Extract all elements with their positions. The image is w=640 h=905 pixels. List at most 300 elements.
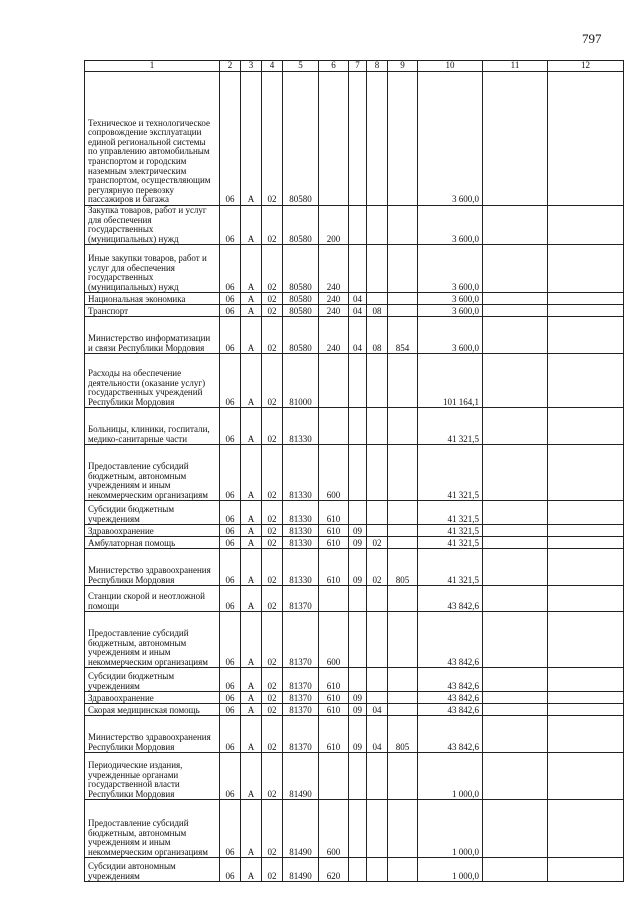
cell-col-6 <box>319 408 349 445</box>
cell-col-12 <box>548 668 624 692</box>
cell-col-6: 610 <box>319 668 349 692</box>
column-header: 8 <box>367 61 388 72</box>
cell-col-10: 41 321,5 <box>418 408 483 445</box>
cell-col-12 <box>548 408 624 445</box>
table-body <box>85 72 624 882</box>
row-name-cell: Иные закупки товаров, работ и услуг для обеспечения государственных (муниципальных) нужд <box>85 245 220 293</box>
cell-col-4: 02 <box>262 445 283 501</box>
cell-col-8 <box>367 408 388 445</box>
cell-col-9 <box>388 354 418 408</box>
cell-col-2: 06 <box>220 525 241 537</box>
cell-col-4: 02 <box>262 753 283 800</box>
cell-col-11 <box>483 317 548 354</box>
cell-col-2: 06 <box>220 317 241 354</box>
table-row <box>85 445 624 501</box>
cell-col-10: 43 842,6 <box>418 704 483 716</box>
table-row <box>85 586 624 612</box>
row-name-cell: Субсидии автономным учреждениям <box>85 858 220 882</box>
column-header: 7 <box>349 61 367 72</box>
cell-col-8 <box>367 858 388 882</box>
column-header: 3 <box>241 61 262 72</box>
cell-col-11 <box>483 408 548 445</box>
cell-col-12 <box>548 501 624 525</box>
cell-col-4: 02 <box>262 537 283 549</box>
cell-col-9 <box>388 445 418 501</box>
cell-col-8 <box>367 612 388 668</box>
cell-col-8 <box>367 354 388 408</box>
cell-col-5: 80580 <box>283 72 319 206</box>
cell-col-10: 41 321,5 <box>418 445 483 501</box>
cell-col-11 <box>483 245 548 293</box>
cell-col-3: А <box>241 525 262 537</box>
cell-col-8: 04 <box>367 716 388 753</box>
row-name-cell: Станции скорой и неотложной помощи <box>85 586 220 612</box>
cell-col-12 <box>548 612 624 668</box>
cell-col-12 <box>548 305 624 317</box>
cell-col-3: А <box>241 245 262 293</box>
cell-col-6: 200 <box>319 206 349 245</box>
cell-col-3: А <box>241 72 262 206</box>
cell-col-2: 06 <box>220 206 241 245</box>
cell-col-4: 02 <box>262 800 283 858</box>
row-name-cell: Расходы на обеспечение деятельности (оказание услуг) государственных учреждений Республики Мордовия <box>85 354 220 408</box>
cell-col-7 <box>349 800 367 858</box>
cell-col-7 <box>349 72 367 206</box>
row-name-cell: Техническое и технологическое сопровождение эксплуатации единой региональной системы по управлению автомобильным транспортом и городским наземным электрическим транспортом, осуществляющим регулярную перевозку пассажиров и багажа <box>85 72 220 206</box>
cell-col-5: 81490 <box>283 753 319 800</box>
cell-col-5: 81330 <box>283 525 319 537</box>
cell-col-7 <box>349 206 367 245</box>
column-header: 11 <box>483 61 548 72</box>
cell-col-10: 43 842,6 <box>418 612 483 668</box>
cell-col-11 <box>483 293 548 305</box>
cell-col-9 <box>388 72 418 206</box>
cell-col-4: 02 <box>262 716 283 753</box>
cell-col-5: 81490 <box>283 800 319 858</box>
row-name-cell: Министерство здравоохранения Республики Мордовия <box>85 549 220 586</box>
cell-col-11 <box>483 586 548 612</box>
cell-col-7 <box>349 245 367 293</box>
cell-col-10: 1 000,0 <box>418 858 483 882</box>
column-header: 6 <box>319 61 349 72</box>
cell-col-4: 02 <box>262 612 283 668</box>
cell-col-10: 3 600,0 <box>418 293 483 305</box>
cell-col-4: 02 <box>262 206 283 245</box>
cell-col-2: 06 <box>220 305 241 317</box>
cell-col-7: 04 <box>349 317 367 354</box>
cell-col-3: А <box>241 206 262 245</box>
cell-col-6: 240 <box>319 293 349 305</box>
cell-col-5: 81370 <box>283 586 319 612</box>
page-number: 797 <box>582 31 602 46</box>
cell-col-5: 81330 <box>283 537 319 549</box>
cell-col-12 <box>548 525 624 537</box>
cell-col-7: 09 <box>349 716 367 753</box>
cell-col-6: 610 <box>319 549 349 586</box>
table-row <box>85 753 624 800</box>
cell-col-6: 600 <box>319 445 349 501</box>
column-header: 1 <box>85 61 220 72</box>
cell-col-10: 1 000,0 <box>418 800 483 858</box>
cell-col-4: 02 <box>262 317 283 354</box>
cell-col-7: 09 <box>349 549 367 586</box>
cell-col-2: 06 <box>220 245 241 293</box>
cell-col-11 <box>483 858 548 882</box>
cell-col-11 <box>483 612 548 668</box>
cell-col-3: А <box>241 704 262 716</box>
cell-col-6 <box>319 72 349 206</box>
cell-col-10: 1 000,0 <box>418 753 483 800</box>
cell-col-3: А <box>241 305 262 317</box>
column-header: 5 <box>283 61 319 72</box>
cell-col-4: 02 <box>262 692 283 704</box>
cell-col-11 <box>483 692 548 704</box>
cell-col-5: 81330 <box>283 501 319 525</box>
cell-col-6: 600 <box>319 800 349 858</box>
cell-col-6: 240 <box>319 245 349 293</box>
cell-col-4: 02 <box>262 549 283 586</box>
cell-col-8 <box>367 293 388 305</box>
row-name-cell: Транспорт <box>85 305 220 317</box>
cell-col-2: 06 <box>220 354 241 408</box>
cell-col-5: 81370 <box>283 612 319 668</box>
cell-col-2: 06 <box>220 800 241 858</box>
table-row <box>85 537 624 549</box>
cell-col-3: А <box>241 692 262 704</box>
cell-col-9 <box>388 206 418 245</box>
cell-col-9 <box>388 408 418 445</box>
cell-col-8 <box>367 668 388 692</box>
cell-col-12 <box>548 537 624 549</box>
table-row <box>85 245 624 293</box>
cell-col-4: 02 <box>262 293 283 305</box>
cell-col-2: 06 <box>220 586 241 612</box>
cell-col-2: 06 <box>220 501 241 525</box>
cell-col-7 <box>349 753 367 800</box>
cell-col-3: А <box>241 586 262 612</box>
table-row <box>85 317 624 354</box>
cell-col-10: 3 600,0 <box>418 72 483 206</box>
cell-col-2: 06 <box>220 549 241 586</box>
row-name-cell: Больницы, клиники, госпитали, медико-санитарные части <box>85 408 220 445</box>
cell-col-11 <box>483 549 548 586</box>
column-header: 4 <box>262 61 283 72</box>
cell-col-5: 80580 <box>283 317 319 354</box>
cell-col-3: А <box>241 501 262 525</box>
cell-col-12 <box>548 800 624 858</box>
cell-col-3: А <box>241 668 262 692</box>
table-row <box>85 525 624 537</box>
cell-col-3: А <box>241 800 262 858</box>
cell-col-7 <box>349 668 367 692</box>
cell-col-4: 02 <box>262 501 283 525</box>
cell-col-3: А <box>241 858 262 882</box>
cell-col-12 <box>548 72 624 206</box>
cell-col-3: А <box>241 293 262 305</box>
cell-col-3: А <box>241 612 262 668</box>
cell-col-8: 04 <box>367 704 388 716</box>
table-row <box>85 408 624 445</box>
cell-col-5: 81330 <box>283 408 319 445</box>
cell-col-6: 620 <box>319 858 349 882</box>
row-name-cell: Здравоохранение <box>85 692 220 704</box>
cell-col-3: А <box>241 408 262 445</box>
cell-col-7: 04 <box>349 305 367 317</box>
cell-col-2: 06 <box>220 692 241 704</box>
cell-col-11 <box>483 800 548 858</box>
cell-col-9 <box>388 537 418 549</box>
cell-col-8 <box>367 72 388 206</box>
row-name-cell: Министерство здравоохранения Республики Мордовия <box>85 716 220 753</box>
cell-col-12 <box>548 293 624 305</box>
cell-col-10: 101 164,1 <box>418 354 483 408</box>
cell-col-7 <box>349 354 367 408</box>
row-name-cell: Закупка товаров, работ и услуг для обеспечения государственных (муниципальных) нужд <box>85 206 220 245</box>
cell-col-10: 41 321,5 <box>418 525 483 537</box>
row-name-cell: Предоставление субсидий бюджетным, автономным учреждениям и иным некоммерческим организациям <box>85 445 220 501</box>
cell-col-5: 81370 <box>283 704 319 716</box>
table-row <box>85 668 624 692</box>
cell-col-11 <box>483 537 548 549</box>
table-row <box>85 692 624 704</box>
cell-col-9 <box>388 692 418 704</box>
cell-col-6: 610 <box>319 501 349 525</box>
cell-col-8 <box>367 206 388 245</box>
cell-col-12 <box>548 206 624 245</box>
row-name-cell: Предоставление субсидий бюджетным, автономным учреждениям и иным некоммерческим организациям <box>85 612 220 668</box>
cell-col-9 <box>388 704 418 716</box>
cell-col-8: 08 <box>367 317 388 354</box>
cell-col-12 <box>548 586 624 612</box>
cell-col-4: 02 <box>262 72 283 206</box>
row-name-cell: Здравоохранение <box>85 525 220 537</box>
cell-col-6: 610 <box>319 716 349 753</box>
cell-col-7 <box>349 445 367 501</box>
cell-col-12 <box>548 354 624 408</box>
cell-col-6: 610 <box>319 692 349 704</box>
table-row <box>85 704 624 716</box>
cell-col-12 <box>548 245 624 293</box>
cell-col-8 <box>367 586 388 612</box>
cell-col-7 <box>349 408 367 445</box>
column-header: 10 <box>418 61 483 72</box>
row-name-cell: Скорая медицинская помощь <box>85 704 220 716</box>
cell-col-7 <box>349 586 367 612</box>
cell-col-12 <box>548 704 624 716</box>
cell-col-11 <box>483 668 548 692</box>
cell-col-6 <box>319 586 349 612</box>
cell-col-7: 09 <box>349 692 367 704</box>
cell-col-10: 3 600,0 <box>418 305 483 317</box>
cell-col-5: 81370 <box>283 692 319 704</box>
table-row <box>85 858 624 882</box>
table-row <box>85 716 624 753</box>
cell-col-7: 09 <box>349 537 367 549</box>
cell-col-6: 610 <box>319 704 349 716</box>
cell-col-6: 600 <box>319 612 349 668</box>
cell-col-3: А <box>241 753 262 800</box>
cell-col-2: 06 <box>220 72 241 206</box>
row-name-cell: Предоставление субсидий бюджетным, автономным учреждениям и иным некоммерческим организациям <box>85 800 220 858</box>
column-header: 9 <box>388 61 418 72</box>
cell-col-6 <box>319 753 349 800</box>
cell-col-10: 3 600,0 <box>418 206 483 245</box>
cell-col-9 <box>388 858 418 882</box>
row-name-cell: Субсидии бюджетным учреждениям <box>85 501 220 525</box>
cell-col-3: А <box>241 537 262 549</box>
cell-col-12 <box>548 716 624 753</box>
cell-col-9 <box>388 501 418 525</box>
cell-col-3: А <box>241 354 262 408</box>
cell-col-8 <box>367 501 388 525</box>
table-row <box>85 549 624 586</box>
cell-col-9 <box>388 525 418 537</box>
table-row <box>85 293 624 305</box>
cell-col-9 <box>388 753 418 800</box>
table-row <box>85 72 624 206</box>
cell-col-7 <box>349 612 367 668</box>
cell-col-7: 04 <box>349 293 367 305</box>
cell-col-4: 02 <box>262 668 283 692</box>
cell-col-10: 3 600,0 <box>418 317 483 354</box>
cell-col-2: 06 <box>220 704 241 716</box>
cell-col-9: 854 <box>388 317 418 354</box>
cell-col-11 <box>483 72 548 206</box>
cell-col-2: 06 <box>220 753 241 800</box>
cell-col-11 <box>483 206 548 245</box>
row-name-cell: Субсидии бюджетным учреждениям <box>85 668 220 692</box>
cell-col-7 <box>349 501 367 525</box>
cell-col-11 <box>483 445 548 501</box>
column-header: 2 <box>220 61 241 72</box>
cell-col-2: 06 <box>220 612 241 668</box>
cell-col-10: 41 321,5 <box>418 501 483 525</box>
cell-col-8 <box>367 525 388 537</box>
table-row <box>85 305 624 317</box>
cell-col-11 <box>483 753 548 800</box>
cell-col-8 <box>367 692 388 704</box>
cell-col-12 <box>548 692 624 704</box>
cell-col-3: А <box>241 445 262 501</box>
cell-col-2: 06 <box>220 716 241 753</box>
cell-col-3: А <box>241 716 262 753</box>
cell-col-7: 09 <box>349 704 367 716</box>
cell-col-8: 02 <box>367 549 388 586</box>
cell-col-11 <box>483 525 548 537</box>
cell-col-6: 610 <box>319 525 349 537</box>
table-row <box>85 501 624 525</box>
cell-col-11 <box>483 501 548 525</box>
cell-col-9 <box>388 612 418 668</box>
cell-col-5: 81330 <box>283 445 319 501</box>
cell-col-5: 81330 <box>283 549 319 586</box>
cell-col-4: 02 <box>262 354 283 408</box>
cell-col-9 <box>388 305 418 317</box>
cell-col-12 <box>548 753 624 800</box>
cell-col-12 <box>548 317 624 354</box>
cell-col-9 <box>388 668 418 692</box>
cell-col-8: 08 <box>367 305 388 317</box>
cell-col-5: 80580 <box>283 206 319 245</box>
cell-col-12 <box>548 445 624 501</box>
cell-col-9 <box>388 245 418 293</box>
cell-col-8: 02 <box>367 537 388 549</box>
cell-col-5: 81490 <box>283 858 319 882</box>
cell-col-9 <box>388 800 418 858</box>
cell-col-8 <box>367 245 388 293</box>
table-row <box>85 800 624 858</box>
cell-col-6: 240 <box>319 317 349 354</box>
cell-col-3: А <box>241 549 262 586</box>
cell-col-4: 02 <box>262 586 283 612</box>
cell-col-6: 240 <box>319 305 349 317</box>
column-header: 12 <box>548 61 624 72</box>
row-name-cell: Национальная экономика <box>85 293 220 305</box>
cell-col-4: 02 <box>262 305 283 317</box>
cell-col-10: 41 321,5 <box>418 549 483 586</box>
row-name-cell: Министерство информатизации и связи Республики Мордовия <box>85 317 220 354</box>
cell-col-10: 43 842,6 <box>418 586 483 612</box>
cell-col-7 <box>349 858 367 882</box>
row-name-cell: Амбулаторная помощь <box>85 537 220 549</box>
row-name-cell: Периодические издания, учрежденные органами государственной власти Республики Мордовия <box>85 753 220 800</box>
cell-col-11 <box>483 354 548 408</box>
cell-col-4: 02 <box>262 525 283 537</box>
cell-col-5: 80580 <box>283 305 319 317</box>
cell-col-12 <box>548 549 624 586</box>
cell-col-4: 02 <box>262 704 283 716</box>
cell-col-11 <box>483 716 548 753</box>
cell-col-8 <box>367 753 388 800</box>
cell-col-6: 610 <box>319 537 349 549</box>
cell-col-11 <box>483 305 548 317</box>
cell-col-10: 43 842,6 <box>418 692 483 704</box>
cell-col-4: 02 <box>262 245 283 293</box>
cell-col-2: 06 <box>220 537 241 549</box>
cell-col-11 <box>483 704 548 716</box>
cell-col-4: 02 <box>262 858 283 882</box>
cell-col-7: 09 <box>349 525 367 537</box>
cell-col-9: 805 <box>388 716 418 753</box>
cell-col-10: 43 842,6 <box>418 668 483 692</box>
cell-col-8 <box>367 800 388 858</box>
table-row <box>85 206 624 245</box>
cell-col-9: 805 <box>388 549 418 586</box>
cell-col-2: 06 <box>220 858 241 882</box>
table-row <box>85 354 624 408</box>
cell-col-5: 80580 <box>283 293 319 305</box>
cell-col-10: 3 600,0 <box>418 245 483 293</box>
cell-col-5: 81000 <box>283 354 319 408</box>
table-row <box>85 612 624 668</box>
cell-col-2: 06 <box>220 293 241 305</box>
cell-col-5: 81370 <box>283 668 319 692</box>
cell-col-5: 80580 <box>283 245 319 293</box>
cell-col-10: 41 321,5 <box>418 537 483 549</box>
cell-col-4: 02 <box>262 408 283 445</box>
cell-col-2: 06 <box>220 408 241 445</box>
header-row <box>85 61 624 72</box>
cell-col-6 <box>319 354 349 408</box>
budget-table <box>84 60 624 882</box>
cell-col-5: 81370 <box>283 716 319 753</box>
cell-col-8 <box>367 445 388 501</box>
cell-col-3: А <box>241 317 262 354</box>
cell-col-9 <box>388 586 418 612</box>
cell-col-10: 43 842,6 <box>418 716 483 753</box>
cell-col-12 <box>548 858 624 882</box>
cell-col-2: 06 <box>220 445 241 501</box>
